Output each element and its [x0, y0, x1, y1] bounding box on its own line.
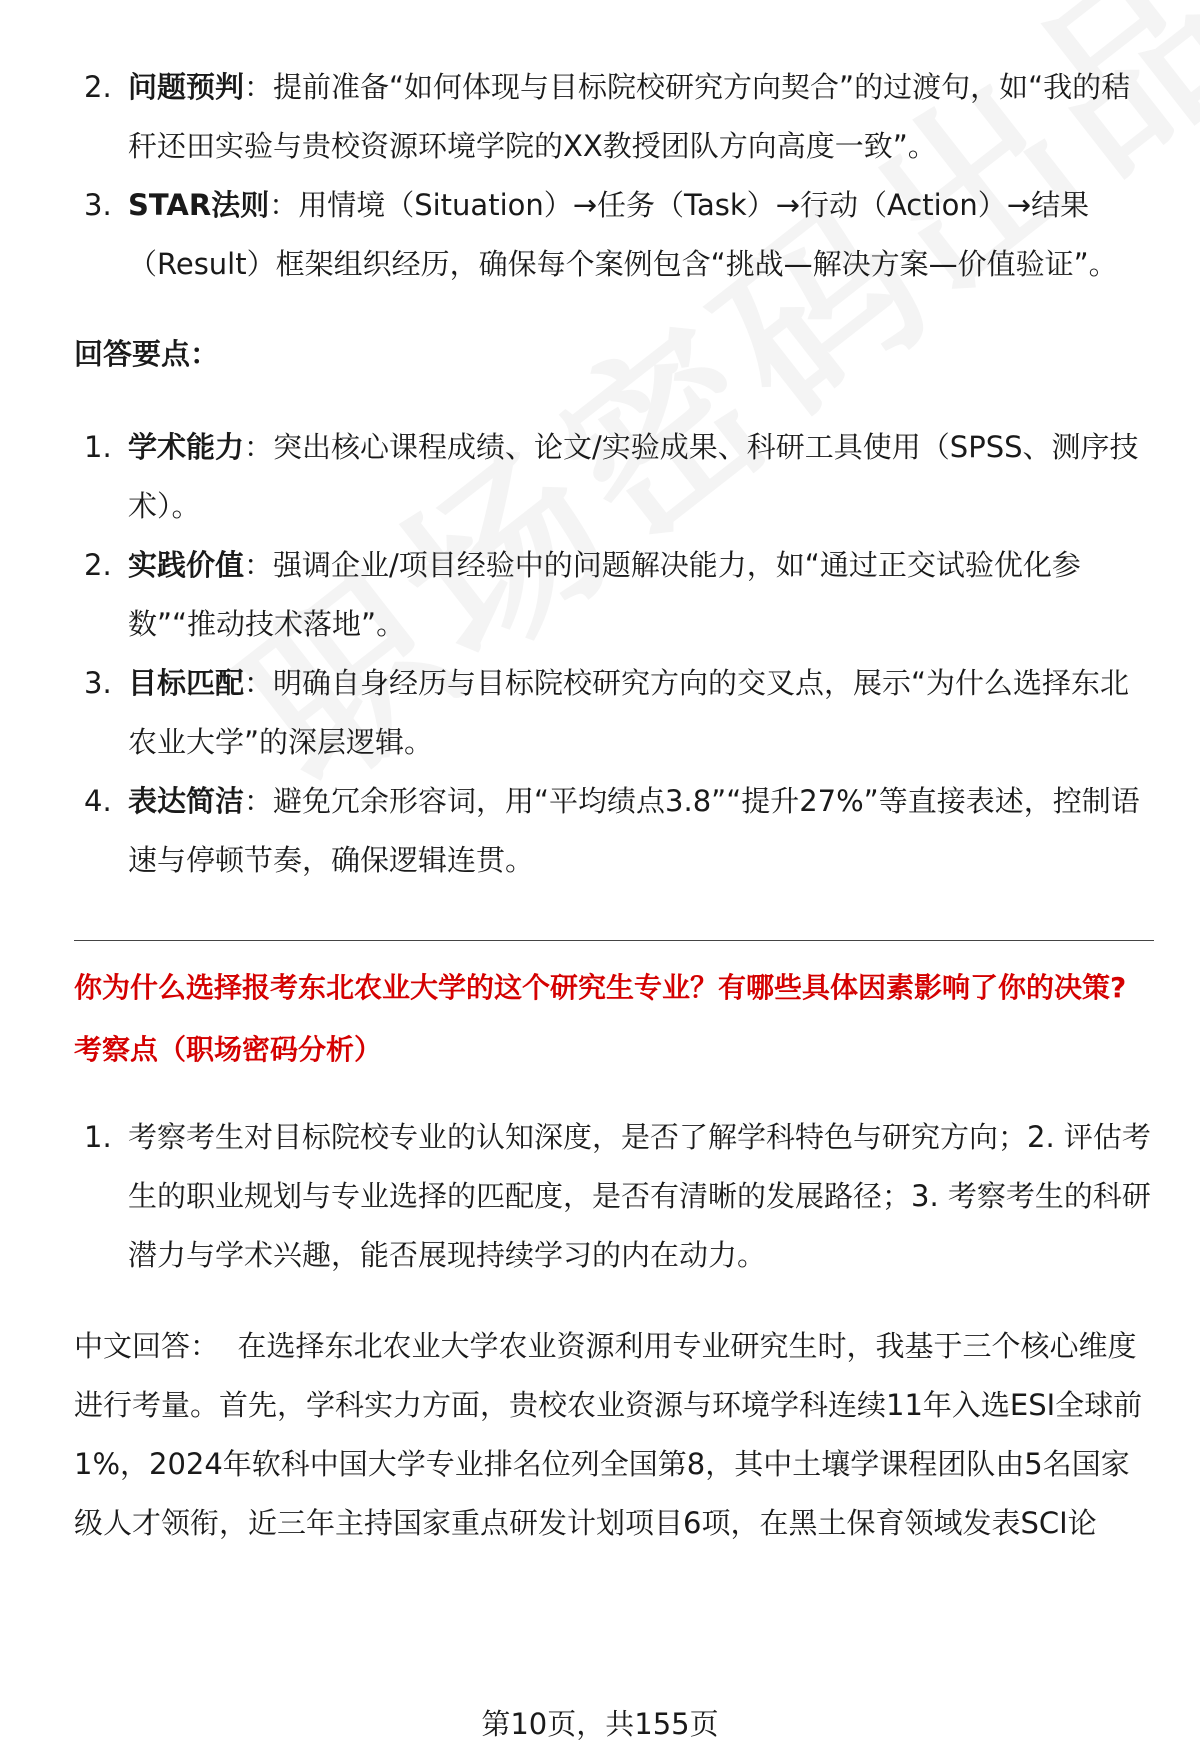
list-number: 3. — [84, 666, 112, 700]
item-text: 强调企业/项目经验中的问题解决能力，如“通过正交试验优化参数”“推动技术落地”。 — [128, 548, 1081, 641]
item-title: STAR法则 — [128, 188, 270, 222]
item-text: 避免冗余形容词，用“平均绩点3.8”“提升27%”等直接表述，控制语速与停顿节奏，确保逻辑连贯。 — [128, 784, 1140, 877]
list-number: 1. — [84, 1120, 112, 1154]
interview-question: 你为什么选择报考东北农业大学的这个研究生专业？有哪些具体因素影响了你的决策? — [74, 971, 1127, 1004]
item-title: 表达简洁 — [128, 784, 245, 818]
list-number: 4. — [84, 784, 112, 818]
answer-points-heading: 回答要点： — [74, 337, 220, 371]
item-title: 学术能力 — [128, 430, 245, 464]
item-separator: ： — [244, 666, 274, 700]
item-text: 提前准备“如何体现与目标院校研究方向契合”的过渡句，如“我的秸秆还田实验与贵校资源环境学院的XX教授团队方向高度一致”。 — [128, 70, 1131, 163]
item-text: 用情境（Situation）→任务（Task）→行动（Action）→结果（Result）框架组织经历，确保每个案例包含“挑战—解决方案—价值验证”。 — [128, 188, 1118, 281]
tips-list — [74, 58, 1154, 294]
section-divider — [74, 940, 1154, 941]
chinese-answer — [74, 1317, 1154, 1553]
list-item — [74, 418, 1154, 536]
item-separator: ： — [244, 430, 274, 464]
item-separator: ： — [244, 784, 274, 818]
list-item — [74, 772, 1154, 890]
page-footer: 第10页，共155页 — [481, 1707, 719, 1741]
list-item — [74, 536, 1154, 654]
exam-point-list — [74, 1108, 1154, 1285]
list-number: 1. — [84, 430, 112, 464]
answer-text: 在选择东北农业大学农业资源利用专业研究生时，我基于三个核心维度进行考量。首先，学科实力方面，贵校农业资源与环境学科连续11年入选ESI全球前1%，2024年软科中国大学专业排名位列全国第8，其中土壤学课程团队由5名国家级人才领衔，近三年主持国家重点研发计划项目6项，在黑土保育领域发表SCI论 — [74, 1329, 1143, 1540]
list-number: 2. — [84, 548, 112, 582]
item-separator: ： — [269, 188, 299, 222]
answer-points-list — [74, 418, 1154, 890]
document-body — [74, 58, 1154, 1553]
list-item — [74, 176, 1154, 294]
item-text: 明确自身经历与目标院校研究方向的交叉点，展示“为什么选择东北农业大学”的深层逻辑。 — [128, 666, 1130, 759]
list-item — [74, 58, 1154, 176]
list-item — [74, 1108, 1154, 1285]
item-text: 突出核心课程成绩、论文/实验成果、科研工具使用（SPSS、测序技术）。 — [128, 430, 1139, 523]
item-title: 实践价值 — [128, 548, 245, 582]
item-title: 问题预判 — [128, 70, 245, 104]
answer-label: 中文回答： — [74, 1329, 220, 1363]
list-item — [74, 654, 1154, 772]
item-title: 目标匹配 — [128, 666, 245, 700]
exam-point-heading: 考察点（职场密码分析） — [74, 1033, 383, 1066]
item-text: 考察考生对目标院校专业的认知深度，是否了解学科特色与研究方向；2. 评估考生的职业规划与专业选择的匹配度，是否有清晰的发展路径；3. 考察考生的科研潜力与学术兴趣，能否展现持续学习的内在动力。 — [128, 1120, 1151, 1272]
item-separator: ： — [244, 548, 274, 582]
list-number: 3. — [84, 188, 112, 222]
item-separator: ： — [244, 70, 274, 104]
list-number: 2. — [84, 70, 112, 104]
